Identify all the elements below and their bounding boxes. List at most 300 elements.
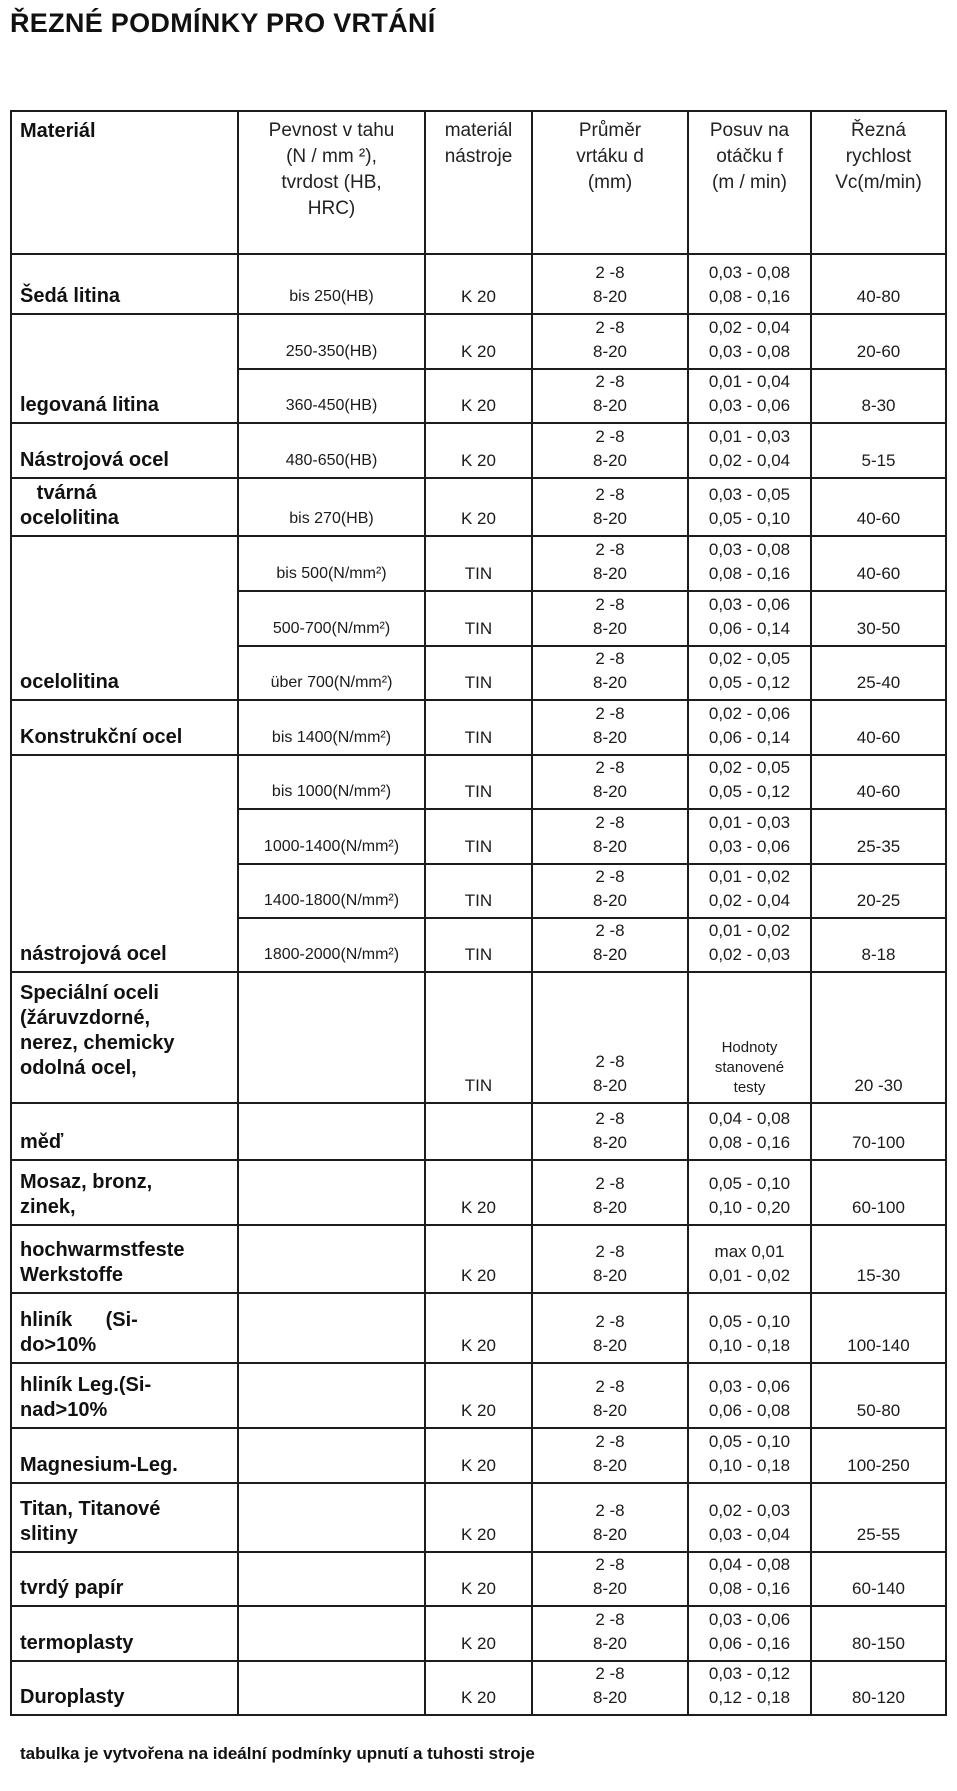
speed-cell: 20-25 [811,864,946,918]
cell-line: měď [20,1131,64,1153]
cell-line: 2 -8 [595,263,625,282]
cell-line: 8-20 [592,837,628,856]
cell-line: 0,01 - 0,03 [708,427,791,446]
material-cell [11,536,238,700]
diameter-cell [532,1160,688,1225]
cell-line: 0,04 - 0,08 [708,1555,791,1574]
cell-line: Pevnost v tahu [268,120,395,141]
cell-line: 2 -8 [595,1312,625,1331]
feed-cell [688,1661,811,1715]
cell-line: 0,02 - 0,04 [708,318,791,337]
table-row [11,314,946,369]
strength-cell: bis 500(N/mm²) [238,536,425,591]
cell-line: 0,03 - 0,06 [708,1610,791,1629]
material-cell [11,1606,238,1661]
diameter-cell [532,1483,688,1552]
cell-line: 8-20 [592,619,628,638]
strength-cell [238,1293,425,1363]
cell-line: 8-20 [592,1336,628,1355]
cell-line: 0,01 - 0,02 [708,867,791,886]
cell-line: 0,03 - 0,08 [708,342,791,361]
feed-cell [688,864,811,918]
cell-line: 2 -8 [595,427,625,446]
diameter-cell [532,478,688,536]
cell-line: 0,03 - 0,06 [708,837,791,856]
cell-line: 0,03 - 0,06 [708,595,791,614]
cell-line: 0,01 - 0,02 [708,921,791,940]
cell-line: nástroje [444,146,513,167]
cell-line: 8-20 [592,342,628,361]
table-row [11,1160,946,1225]
diameter-cell [532,314,688,369]
cell-line: 0,10 - 0,20 [708,1198,791,1217]
cell-line: 0,05 - 0,10 [708,1174,791,1193]
tool-cell: K 20 [425,1661,532,1715]
cell-line: 8-20 [592,1579,628,1598]
cell-line: 0,05 - 0,10 [708,509,791,528]
cell-line: 2 -8 [595,649,625,668]
table-row [11,1428,946,1483]
cell-line: 0,08 - 0,16 [708,564,791,583]
cell-line: tvrdost (HB, [281,172,382,193]
speed-cell: 40-60 [811,536,946,591]
tool-cell: TIN [425,646,532,700]
cell-line: 2 -8 [595,540,625,559]
diameter-cell [532,591,688,646]
cell-line: Hodnoty [721,1039,778,1056]
cell-line: 2 -8 [595,1377,625,1396]
cell-line: (mm) [587,172,633,193]
table-row [11,1606,946,1661]
tool-cell: TIN [425,536,532,591]
speed-cell: 50-80 [811,1363,946,1428]
cell-line: 0,05 - 0,12 [708,782,791,801]
cell-line: ocelolitina [20,507,119,529]
cell-line: (m / min) [712,172,787,193]
cell-line: legovaná litina [20,394,159,416]
table-body [11,254,946,1715]
cell-line: 0,02 - 0,06 [708,704,791,723]
table-row [11,1103,946,1160]
cell-line: 0,06 - 0,14 [708,619,791,638]
cell-line: Materiál [20,120,96,142]
table-row [11,478,946,536]
strength-cell [238,1428,425,1483]
cell-line: 0,02 - 0,04 [708,891,791,910]
tool-cell: K 20 [425,1428,532,1483]
cell-line: 0,02 - 0,03 [708,945,791,964]
material-cell [11,1661,238,1715]
cell-line: 8-20 [592,451,628,470]
speed-cell: 40-60 [811,755,946,809]
cell-line: 0,02 - 0,03 [708,1501,791,1520]
cell-line: 8-20 [592,1198,628,1217]
feed-cell [688,536,811,591]
cell-line: 8-20 [592,891,628,910]
diameter-cell [532,1606,688,1661]
tool-cell: K 20 [425,1363,532,1428]
cell-line: Konstrukční ocel [20,726,183,748]
cell-line: Nástrojová ocel [20,449,169,471]
cell-line: 2 -8 [595,867,625,886]
feed-cell [688,700,811,755]
speed-cell: 100-140 [811,1293,946,1363]
speed-cell: 5-15 [811,423,946,478]
material-cell [11,1160,238,1225]
tool-cell: K 20 [425,1160,532,1225]
strength-cell: bis 1000(N/mm²) [238,755,425,809]
cell-line: slitiny [20,1523,78,1545]
feed-cell [688,1483,811,1552]
diameter-cell [532,1363,688,1428]
cell-line: materiál [444,120,513,141]
strength-cell [238,1225,425,1293]
cell-line: 0,03 - 0,06 [708,396,791,415]
cell-line: 0,03 - 0,05 [708,485,791,504]
speed-cell: 60-100 [811,1160,946,1225]
material-cell [11,254,238,314]
cell-line: termoplasty [20,1632,134,1654]
cell-line: nástrojová ocel [20,943,167,965]
diameter-cell [532,918,688,972]
cell-line: 0,03 - 0,04 [708,1525,791,1544]
cell-line: 8-20 [592,673,628,692]
strength-cell: 360-450(HB) [238,369,425,423]
cell-line: 8-20 [592,728,628,747]
strength-cell [238,1103,425,1160]
cell-line: 0,01 - 0,04 [708,372,791,391]
material-cell [11,700,238,755]
column-header-diameter [532,111,688,254]
speed-cell: 8-18 [811,918,946,972]
cell-line: 2 -8 [595,318,625,337]
cell-line: 0,01 - 0,02 [708,1266,791,1285]
cell-line: 8-20 [592,945,628,964]
cell-line: 0,03 - 0,08 [708,263,791,282]
feed-cell [688,755,811,809]
strength-cell: bis 250(HB) [238,254,425,314]
cell-line: Magnesium-Leg. [20,1454,178,1476]
cell-line: hliník (Si- [20,1309,138,1331]
material-cell [11,755,238,972]
cell-line: nerez, chemicky [20,1032,175,1054]
strength-cell [238,972,425,1103]
cell-line: 0,03 - 0,12 [708,1664,791,1683]
cell-line: 0,02 - 0,04 [708,451,791,470]
diameter-cell [532,1293,688,1363]
cell-line: do>10% [20,1334,97,1356]
cell-line: (N / mm ²), [286,146,377,167]
cell-line: 0,06 - 0,14 [708,728,791,747]
feed-cell [688,1160,811,1225]
table-row [11,1363,946,1428]
cell-line: 8-20 [592,396,628,415]
cell-line: Vc(m/min) [835,172,922,193]
cell-line: 0,12 - 0,18 [708,1688,791,1707]
diameter-cell [532,700,688,755]
speed-cell: 15-30 [811,1225,946,1293]
strength-cell: 480-650(HB) [238,423,425,478]
speed-cell: 60-140 [811,1552,946,1606]
material-cell [11,1103,238,1160]
feed-cell [688,1363,811,1428]
cell-line: Werkstoffe [20,1264,123,1286]
tool-cell: K 20 [425,369,532,423]
cell-line: 2 -8 [595,813,625,832]
material-cell [11,478,238,536]
feed-cell [688,591,811,646]
cell-line: 8-20 [592,1634,628,1653]
feed-cell [688,369,811,423]
speed-cell: 70-100 [811,1103,946,1160]
cell-line: hliník Leg.(Si- [20,1374,152,1396]
feed-cell [688,478,811,536]
cell-line: 8-20 [592,1688,628,1707]
material-cell [11,423,238,478]
table-row [11,1225,946,1293]
feed-cell [688,1552,811,1606]
feed-cell [688,254,811,314]
tool-cell: K 20 [425,1293,532,1363]
tool-cell: K 20 [425,1225,532,1293]
table-row [11,536,946,591]
tool-cell: TIN [425,972,532,1103]
cell-line: 8-20 [592,1456,628,1475]
tool-cell: K 20 [425,1483,532,1552]
diameter-cell [532,1661,688,1715]
table-row [11,1293,946,1363]
cell-line: tvrdý papír [20,1577,124,1599]
cell-line: 0,02 - 0,05 [708,758,791,777]
cell-line: tvárná [20,482,97,504]
cell-line: 0,08 - 0,16 [708,287,791,306]
cell-line: 8-20 [592,1076,628,1095]
diameter-cell [532,254,688,314]
speed-cell: 20-60 [811,314,946,369]
column-header-tool [425,111,532,254]
speed-cell: 25-35 [811,809,946,864]
feed-cell [688,809,811,864]
tool-cell: K 20 [425,478,532,536]
strength-cell: 500-700(N/mm²) [238,591,425,646]
cell-line: 2 -8 [595,1501,625,1520]
cell-line: Mosaz, bronz, [20,1171,153,1193]
diameter-cell [532,1428,688,1483]
cell-line: 8-20 [592,1133,628,1152]
tool-cell: TIN [425,700,532,755]
tool-cell: TIN [425,809,532,864]
cell-line: Speciální oceli [20,982,159,1004]
table-row [11,1483,946,1552]
strength-cell [238,1661,425,1715]
table-row [11,755,946,809]
cell-line: hochwarmstfeste [20,1239,185,1261]
material-cell [11,972,238,1103]
speed-cell: 80-150 [811,1606,946,1661]
cell-line: HRC) [307,198,356,219]
column-header-feed [688,111,811,254]
cell-line: 8-20 [592,1401,628,1420]
feed-cell [688,1606,811,1661]
cell-line: 0,04 - 0,08 [708,1109,791,1128]
cell-line: 2 -8 [595,1610,625,1629]
feed-cell [688,1293,811,1363]
feed-cell [688,972,811,1103]
cell-line: 8-20 [592,782,628,801]
cell-line: 0,08 - 0,16 [708,1579,791,1598]
tool-cell: TIN [425,755,532,809]
cell-line: Titan, Titanové [20,1498,161,1520]
table-header [11,111,946,254]
cell-line: 2 -8 [595,595,625,614]
cell-line: 2 -8 [595,485,625,504]
table-row [11,1661,946,1715]
tool-cell: K 20 [425,1606,532,1661]
footer-note: tabulka je vytvořena na ideální podmínky upnutí a tuhosti stroje [20,1744,535,1763]
cell-line: 0,01 - 0,03 [708,813,791,832]
diameter-cell [532,536,688,591]
page-title: ŘEZNÉ PODMÍNKY PRO VRTÁNÍ [10,8,436,38]
material-cell [11,1428,238,1483]
diameter-cell [532,423,688,478]
cell-line: 2 -8 [595,758,625,777]
tool-cell: K 20 [425,314,532,369]
strength-cell: bis 270(HB) [238,478,425,536]
material-cell [11,1552,238,1606]
tool-cell [425,1103,532,1160]
cell-line: max 0,01 [714,1242,785,1261]
conditions-table [10,110,947,1716]
cell-line: 0,05 - 0,10 [708,1312,791,1331]
feed-cell [688,918,811,972]
material-cell [11,314,238,423]
table-row [11,1552,946,1606]
cell-line: 8-20 [592,564,628,583]
cell-line: ocelolitina [20,671,119,693]
strength-cell [238,1552,425,1606]
table-row [11,700,946,755]
table-row [11,972,946,1103]
cell-line: Průměr [578,120,642,141]
cell-line: rychlost [845,146,912,167]
cell-line: 0,03 - 0,08 [708,540,791,559]
cell-line: Posuv na [709,120,790,141]
feed-cell [688,1225,811,1293]
strength-cell [238,1606,425,1661]
table-row [11,423,946,478]
cell-line: Šedá litina [20,285,121,307]
material-cell [11,1483,238,1552]
speed-cell: 25-55 [811,1483,946,1552]
strength-cell: über 700(N/mm²) [238,646,425,700]
cell-line: 2 -8 [595,921,625,940]
speed-cell: 25-40 [811,646,946,700]
feed-cell [688,423,811,478]
speed-cell: 100-250 [811,1428,946,1483]
strength-cell: 1800-2000(N/mm²) [238,918,425,972]
strength-cell: 1400-1800(N/mm²) [238,864,425,918]
diameter-cell [532,369,688,423]
cell-line: 8-20 [592,1266,628,1285]
cell-line: 0,10 - 0,18 [708,1336,791,1355]
feed-cell [688,1428,811,1483]
cell-line: 0,03 - 0,06 [708,1377,791,1396]
table-row [11,254,946,314]
cell-line: 2 -8 [595,1432,625,1451]
feed-cell [688,646,811,700]
cell-line: nad>10% [20,1399,108,1421]
speed-cell: 8-30 [811,369,946,423]
diameter-cell [532,972,688,1103]
column-header-strength [238,111,425,254]
cell-line: 0,10 - 0,18 [708,1456,791,1475]
tool-cell: TIN [425,864,532,918]
cell-line: 2 -8 [595,1242,625,1261]
cell-line: 0,05 - 0,10 [708,1432,791,1451]
cell-line: otáčku f [716,146,783,167]
material-cell [11,1293,238,1363]
strength-cell: bis 1400(N/mm²) [238,700,425,755]
cell-line: 8-20 [592,1525,628,1544]
cell-line: stanovené [714,1059,785,1076]
strength-cell [238,1160,425,1225]
cell-line: 0,05 - 0,12 [708,673,791,692]
strength-cell [238,1483,425,1552]
diameter-cell [532,1103,688,1160]
material-cell [11,1363,238,1428]
cell-line: 2 -8 [595,1664,625,1683]
cell-line: testy [733,1079,766,1096]
feed-cell [688,1103,811,1160]
feed-cell [688,314,811,369]
speed-cell: 40-60 [811,700,946,755]
cell-line: 0,06 - 0,08 [708,1401,791,1420]
cell-line: 2 -8 [595,704,625,723]
cell-line: Duroplasty [20,1686,125,1708]
cell-line: Řezná [851,120,906,141]
cell-line: zinek, [20,1196,76,1218]
diameter-cell [532,755,688,809]
cell-line: vrtáku d [576,146,644,167]
material-cell [11,1225,238,1293]
cell-line: 2 -8 [595,1052,625,1071]
cell-line: 8-20 [592,287,628,306]
tool-cell: K 20 [425,423,532,478]
tool-cell: K 20 [425,1552,532,1606]
speed-cell: 20 -30 [811,972,946,1103]
diameter-cell [532,864,688,918]
cell-line: 2 -8 [595,1109,625,1128]
speed-cell: 40-60 [811,478,946,536]
speed-cell: 80-120 [811,1661,946,1715]
cell-line: (žáruvzdorné, [20,1007,151,1029]
diameter-cell [532,1552,688,1606]
speed-cell: 40-80 [811,254,946,314]
tool-cell: TIN [425,918,532,972]
tool-cell: K 20 [425,254,532,314]
cell-line: odolná ocel, [20,1057,137,1079]
column-header-material [11,111,238,254]
strength-cell: 250-350(HB) [238,314,425,369]
cell-line: 8-20 [592,509,628,528]
diameter-cell [532,646,688,700]
cell-line: 2 -8 [595,1174,625,1193]
speed-cell: 30-50 [811,591,946,646]
cell-line: 0,08 - 0,16 [708,1133,791,1152]
strength-cell [238,1363,425,1428]
diameter-cell [532,809,688,864]
column-header-speed [811,111,946,254]
